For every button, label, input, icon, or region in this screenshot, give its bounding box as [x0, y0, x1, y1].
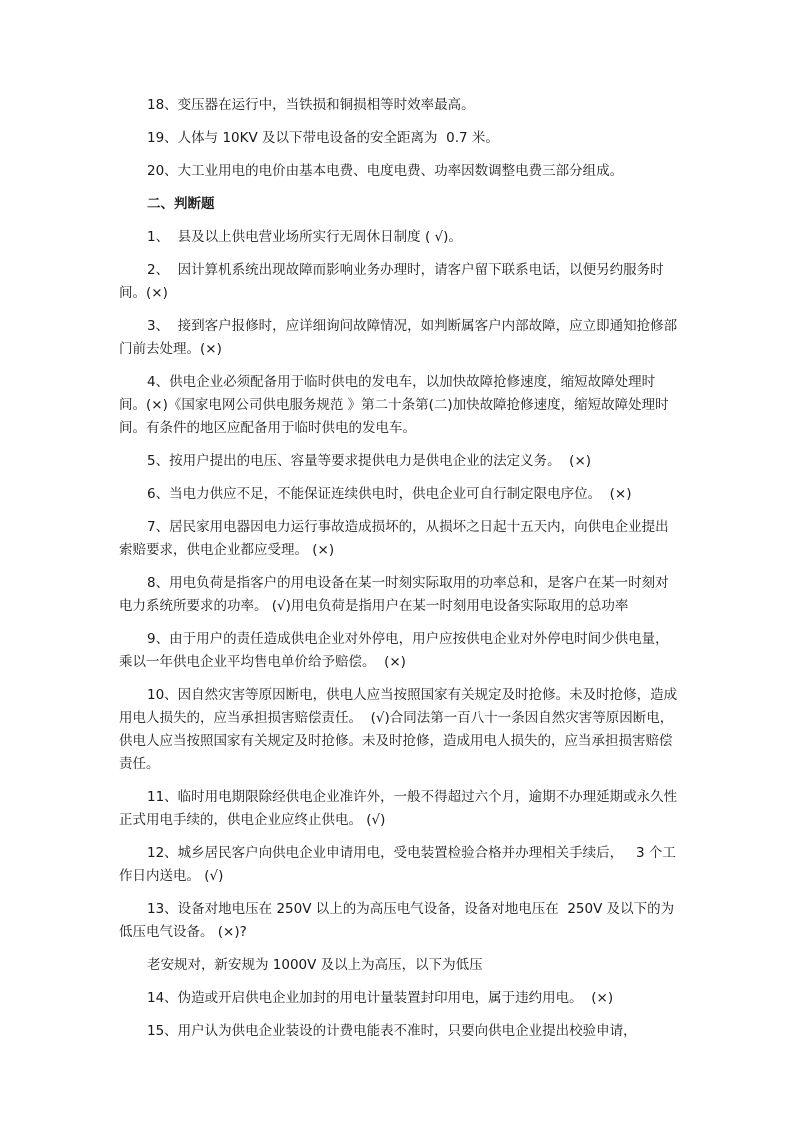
tf-item-13: 13、设备对地电压在 250V 以上的为高压电气设备，设备对地电压在 250V 及以下的为低压电气设备。 (×)?: [119, 901, 675, 940]
tf-item-11: 11、临时用电期限除经供电企业准许外，一般不得超过六个月，逾期不办理延期或永久性正式用电手续的，供电企业应终止供电。 (√): [119, 789, 678, 828]
tf-item-2: 2、 因计算机系统出现故障而影响业务办理时，请客户留下联系电话，以便另约服务时间。(×): [119, 262, 664, 301]
tf-item-9: 9、由于用户的责任造成供电企业对外停电，用户应按供电企业对外停电时间少供电量，乘以一年供电企业平均售电单价给予赔偿。 (×): [119, 631, 669, 670]
tf-item-5: 5、按用户提出的电压、容量等要求提供电力是供电企业的法定义务。 (×): [147, 453, 592, 469]
document-body: [119, 94, 679, 1053]
question-19: 19、人体与 10KV 及以下带电设备的安全距离为 0.7 米。: [147, 130, 499, 146]
tf-item-8: 8、用电负荷是指客户的用电设备在某一时刻实际取用的功率总和，是客户在某一时刻对电力系统所要求的功率。 (√)用电负荷是指用户在某一时刻用电设备实际取用的总功率: [119, 575, 669, 614]
tf-item-13-note: 老安规对，新安规为 1000V 及以上为高压，以下为低压: [147, 957, 483, 973]
tf-item-14: 14、伪造或开启供电企业加封的用电计量装置封印用电，属于违约用电。 (×): [147, 990, 614, 1006]
tf-item-10: 10、因自然灾害等原因断电，供电人应当按照国家有关规定及时抢修。未及时抢修，造成用电人损失的，应当承担损害赔偿责任。 (√)合同法第一百八十一条因自然灾害等原因断电，供电人应当按照国家有关规定及时抢修。未及时抢修，造成用电人损失的，应当承担损害赔偿责任。: [119, 687, 678, 772]
question-20: 20、大工业用电的电价由基本电费、电度电费、功率因数调整电费三部分组成。: [147, 163, 624, 179]
tf-item-1: 1、 县及以上供电营业场所实行无周休日制度 ( √)。: [147, 229, 462, 245]
tf-item-3: 3、 接到客户报修时，应详细询问故障情况，如判断属客户内部故障，应立即通知抢修部门前去处理。(×): [119, 318, 678, 357]
tf-item-6: 6、当电力供应不足，不能保证连续供电时，供电企业可自行制定限电序位。 (×): [147, 486, 632, 502]
tf-item-15: 15、用户认为供电企业装设的计费电能表不准时，只要向供电企业提出校验申请，: [147, 1023, 637, 1039]
tf-item-4: 4、供电企业必须配备用于临时供电的发电车，以加快故障抢修速度，缩短故障处理时间。(×)《国家电网公司供电服务规范 》第二十条第(二)加快故障抢修速度，缩短故障处理时间。有条件的地区应配备用于临时供电的发电车。: [119, 374, 669, 436]
tf-item-7: 7、居民家用电器因电力运行事故造成损坏的，从损坏之日起十五天内，向供电企业提出索赔要求，供电企业都应受理。 (×): [119, 519, 669, 558]
section-title-true-false: 二、判断题: [147, 196, 215, 212]
question-18: 18、变压器在运行中，当铁损和铜损相等时效率最高。: [147, 97, 475, 113]
tf-item-12: 12、城乡居民客户向供电企业申请用电，受电装置检验合格并办理相关手续后， 3 个工作日内送电。 (√): [119, 845, 676, 884]
